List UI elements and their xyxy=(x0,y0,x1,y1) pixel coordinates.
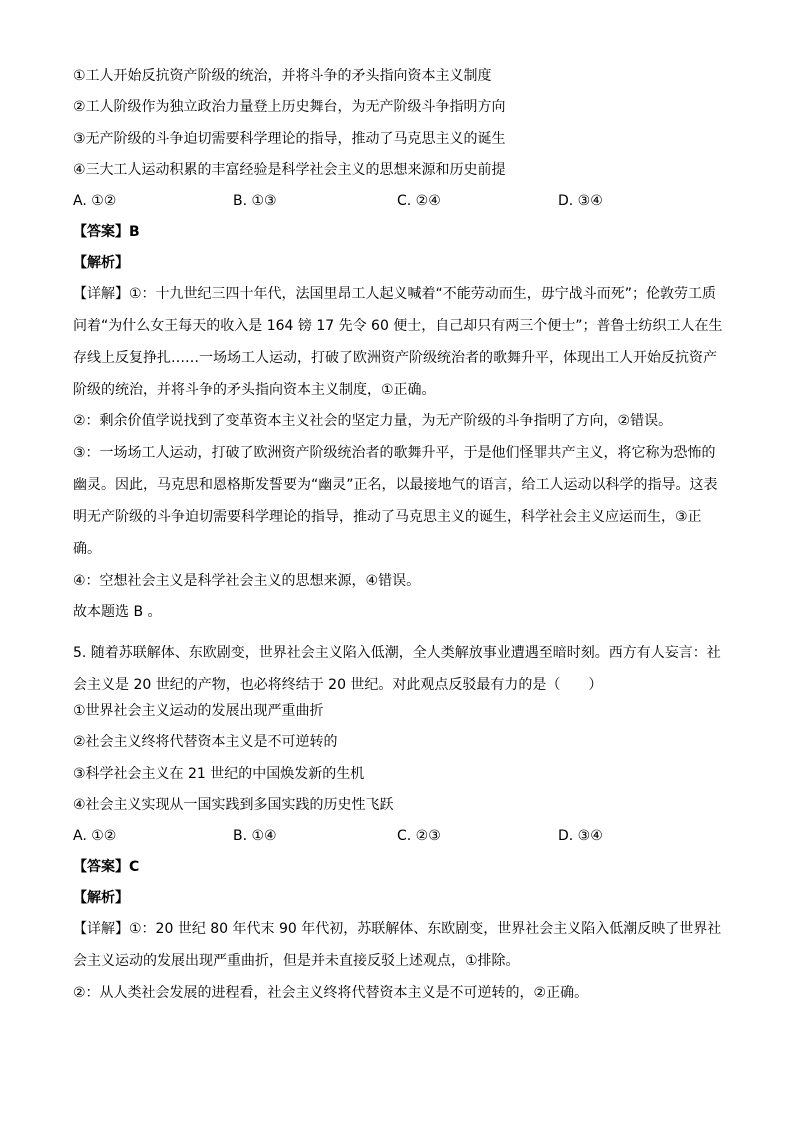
q5-point-2: ②：从人类社会发展的进程看，社会主义终将代替资本主义是不可逆转的，②正确。 xyxy=(73,985,589,1001)
q5-statement-3: ③科学社会主义在 21 世纪的中国焕发新的生机 xyxy=(73,766,365,782)
q4-statement-3: ③无产阶级的斗争迫切需要科学理论的指导，推动了马克思主义的诞生 xyxy=(73,131,506,147)
q4-detail: 【详解】①：十九世纪三四十年代，法国里昂工人起义喊着“不能劳动而生，毋宁战斗而死”；伦敦劳工质问着“为什么女王每天的收入是 164 镑 17 先令 60 便士，自己却只有两三个便士”；普鲁士纺织工人在生存线上反复挣扎……一场场工人运动，打破了欧洲资产阶级统治者的歌舞升平，体现出工人开始反抗资产阶级的统治，并将斗争的矛头指向资本主义制度，①正确。 xyxy=(73,286,723,398)
q5-option-c: C. ②③ xyxy=(397,828,441,844)
q4-point-2: ②：剩余价值学说找到了变革资本主义社会的坚定力量，为无产阶级的斗争指明了方向，②错误。 xyxy=(73,413,673,429)
q4-statement-1: ①工人开始反抗资产阶级的统治，并将斗争的矛头指向资本主义制度 xyxy=(73,68,492,84)
q5-stem: 5. 随着苏联解体、东欧剧变，世界社会主义陷入低潮，全人类解放事业遭遇至暗时刻。西方有人妄言：社会主义是 20 世纪的产物，也必将终结于 20 世纪。对此观点反驳最有力的是（ ） xyxy=(73,645,721,693)
q4-statement-2: ②工人阶级作为独立政治力量登上历史舞台，为无产阶级斗争指明方向 xyxy=(73,99,506,115)
q5-answer: 【答案】C xyxy=(73,859,140,875)
q4-conclusion: 故本题选 B 。 xyxy=(73,604,162,620)
q4-option-d: D. ③④ xyxy=(558,193,603,209)
q4-analysis-label: 【解析】 xyxy=(73,255,129,271)
q4-option-c: C. ②④ xyxy=(397,193,441,209)
q4-point-3: ③：一场场工人运动，打破了欧洲资产阶级统治者的歌舞升平，于是他们怪罪共产主义，将它称为恐怖的幽灵。因此，马克思和恩格斯发誓要为“幽灵”正名，以最接地气的语言，给工人运动以科学的指导。这表明无产阶级的斗争迫切需要科学理论的指导，推动了马克思主义的诞生，科学社会主义应运而生，③正确。 xyxy=(73,445,718,557)
q5-statement-2: ②社会主义终将代替资本主义是不可逆转的 xyxy=(73,734,338,750)
q5-option-b: B. ①④ xyxy=(233,828,277,844)
q5-statement-4: ④社会主义实现从一国实践到多国实践的历史性飞跃 xyxy=(73,797,394,813)
q5-detail: 【详解】①：20 世纪 80 年代末 90 年代初，苏联解体、东欧剧变，世界社会主义陷入低潮反映了世界社会主义运动的发展出现严重曲折，但是并未直接反驳上述观点，①排除。 xyxy=(73,921,722,969)
q4-point-4: ④：空想社会主义是科学社会主义的思想来源，④错误。 xyxy=(73,573,421,589)
q4-option-a: A. ①② xyxy=(73,193,117,209)
q4-statement-4: ④三大工人运动积累的丰富经验是科学社会主义的思想来源和历史前提 xyxy=(73,162,506,178)
q4-option-b: B. ①③ xyxy=(233,193,277,209)
q5-statement-1: ①世界社会主义运动的发展出现严重曲折 xyxy=(73,703,324,719)
q5-analysis-label: 【解析】 xyxy=(73,890,129,906)
q5-option-a: A. ①② xyxy=(73,828,117,844)
q5-option-d: D. ③④ xyxy=(558,828,603,844)
q4-answer: 【答案】B xyxy=(73,224,140,240)
